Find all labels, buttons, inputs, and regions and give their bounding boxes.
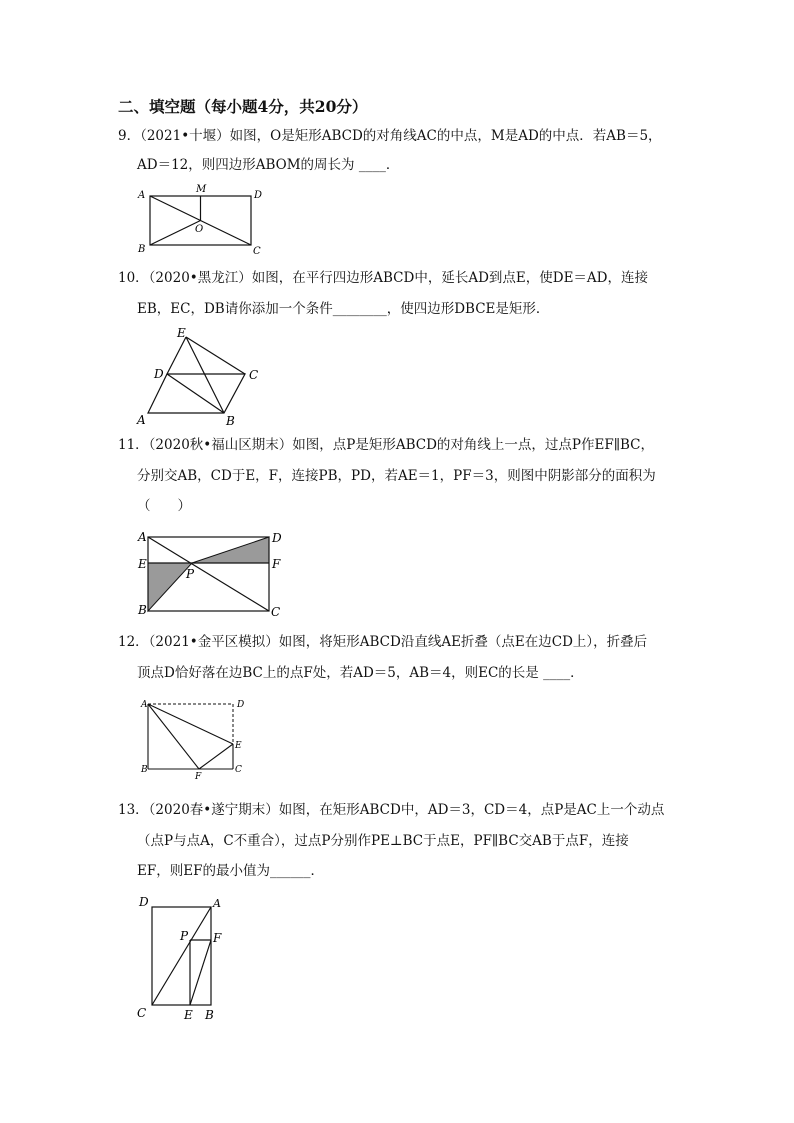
q11-line2: 分别交AB，CD于E，F，连接PB，PD，若AE＝1，PF＝3，则图中阴影部分的面积为	[137, 468, 656, 484]
section-title: 二、填空题（每小题4分，共20分）	[118, 97, 368, 116]
q11-label-b: B	[138, 603, 147, 617]
q11-label-c: C	[271, 605, 281, 619]
q13-label-f: F	[213, 931, 222, 945]
q11-line3: （ ）	[137, 498, 191, 514]
q13-label-d: D	[139, 895, 149, 909]
q13-label-c: C	[137, 1006, 147, 1020]
q12-label-f: F	[195, 772, 202, 782]
q10-label-e: E	[177, 326, 186, 340]
q12-label-e: E	[235, 741, 242, 751]
q11-label-e: E	[138, 557, 147, 571]
q12-label-a: A	[141, 700, 148, 710]
q13-label-a: A	[213, 897, 221, 910]
q9-label-m: M	[196, 184, 207, 195]
q12-figure	[135, 692, 265, 787]
q10-label-d: D	[154, 367, 164, 381]
q9-figure	[130, 180, 270, 260]
q9-label-b: B	[138, 244, 146, 255]
q12-line2: 顶点D恰好落在边BC上的点F处，若AD＝5，AB＝4，则EC的长是 ____．	[137, 665, 584, 681]
q9-label-d: D	[254, 190, 263, 201]
q12-label-b: B	[141, 765, 148, 775]
q13-line3: EF，则EF的最小值为______．	[137, 863, 324, 879]
q9-line2: AD＝12，则四边形ABOM的周长为 ____．	[137, 157, 400, 173]
q12-label-c: C	[235, 765, 242, 775]
q11-figure	[135, 525, 295, 620]
q10-label-b: B	[226, 414, 235, 428]
q10-label-a: A	[137, 413, 146, 427]
q13-label-e: E	[184, 1008, 193, 1022]
q11-label-d: D	[272, 531, 282, 545]
q11-line1: 11．（2020秋•福山区期末）如图，点P是矩形ABCD的对角线上一点，过点P作EF∥BC，	[118, 437, 654, 453]
q10-line2: EB，EC，DB请你添加一个条件________，使四边形DBCE是矩形．	[137, 301, 550, 317]
q13-figure	[130, 890, 240, 1025]
q11-label-a: A	[138, 530, 147, 544]
q13-line1: 13．（2020春•遂宁期末）如图，在矩形ABCD中，AD＝3，CD＝4，点P是AC上一个动点	[118, 802, 665, 818]
q10-label-c: C	[249, 368, 259, 382]
q13-label-b: B	[205, 1008, 214, 1022]
q12-label-d: D	[237, 700, 245, 710]
q13-label-p: P	[180, 929, 189, 943]
q9-line1: 9．（2021•十堰）如图，O是矩形ABCD的对角线AC的中点，M是AD的中点．若AB＝5，	[118, 128, 662, 144]
q11-label-f: F	[272, 557, 281, 571]
q11-label-p: P	[186, 567, 195, 581]
q10-line1: 10．（2020•黑龙江）如图，在平行四边形ABCD中，延长AD到点E，使DE＝AD，连接	[118, 270, 648, 286]
q10-figure	[135, 322, 275, 432]
q9-label-c: C	[253, 246, 261, 257]
q13-line2: （点P与点A，C不重合），过点P分别作PE⊥BC于点E，PF∥BC交AB于点F，连接	[137, 833, 629, 849]
q9-label-o: O	[195, 224, 204, 235]
q9-label-a: A	[138, 190, 146, 201]
q12-line1: 12．（2021•金平区模拟）如图，将矩形ABCD沿直线AE折叠（点E在边CD上），折叠后	[118, 634, 648, 650]
